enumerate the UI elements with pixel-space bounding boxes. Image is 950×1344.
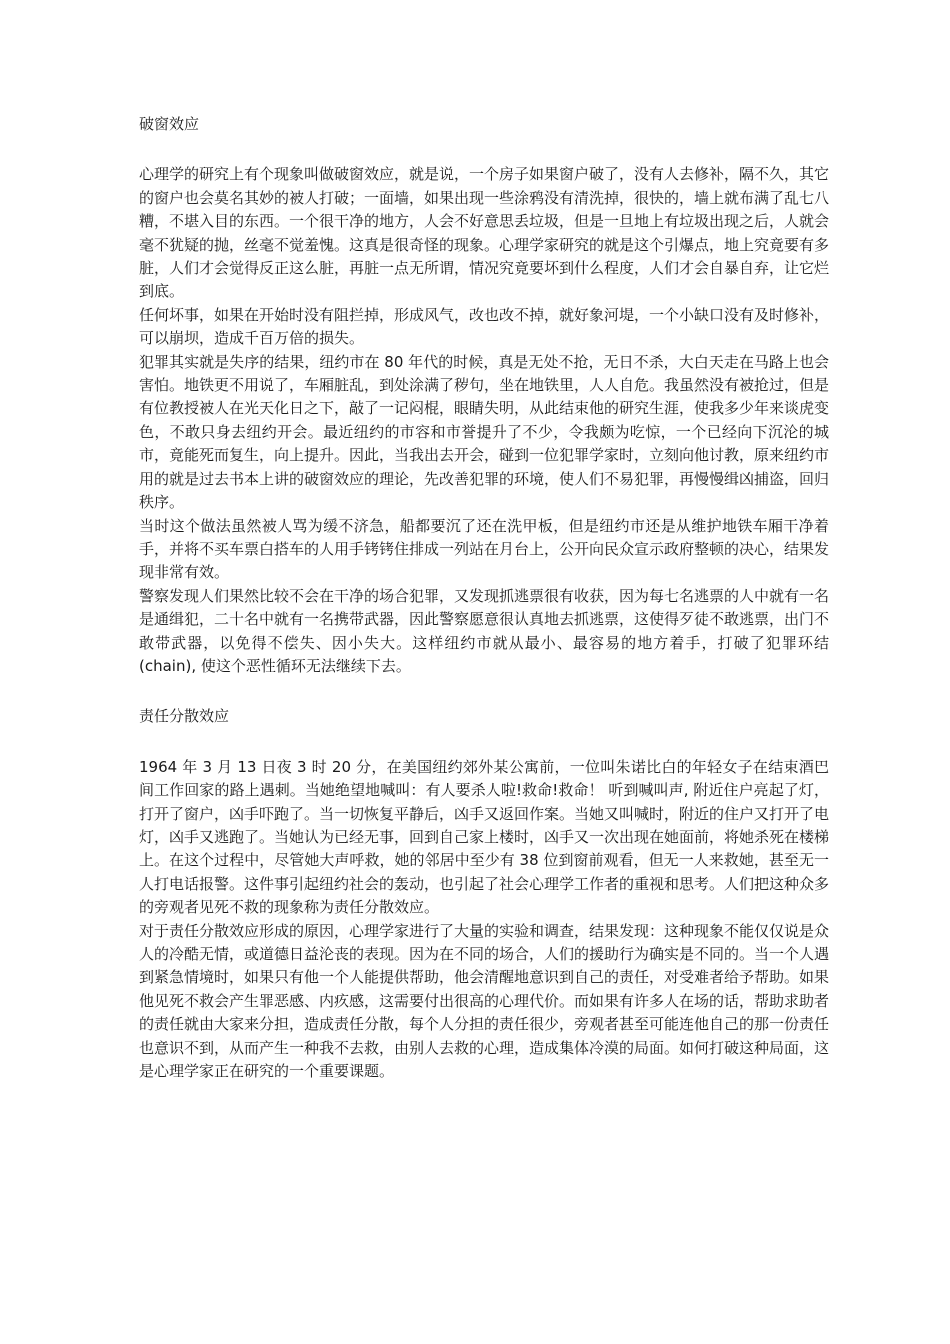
section-title-broken-windows: 破窗效应 <box>139 115 200 133</box>
document-body <box>139 113 829 1083</box>
paragraph: 当时这个做法虽然被人骂为缓不济急，船都要沉了还在洗甲板，但是纽约市还是从维护地铁车厢干净着手，并将不买车票白搭车的人用手铐铐住排成一列站在月台上，公开向民众宣示政府整顿的决心，结果发现非常有效。 <box>139 516 830 582</box>
paragraph: 对于责任分散效应形成的原因，心理学家进行了大量的实验和调查，结果发现：这种现象不能仅仅说是众人的冷酷无情，或道德日益沦丧的表现。因为在不同的场合，人们的援助行为确实是不同的。当一个人遇到紧急情境时，如果只有他一个人能提供帮助，他会清醒地意识到自己的责任，对受难者给予帮助。如果他见死不救会产生罪恶感、内疚感，这需要付出很高的心理代价。而如果有许多人在场的话，帮助求助者的责任就由大家来分担，造成责任分散，每个人分担的责任很少，旁观者甚至可能连他自己的那一份责任也意识不到，从而产生一种我不去救，由别人去救的心理，造成集体冷漠的局面。如何打破这种局面，这是心理学家正在研究的一个重要课题。 <box>139 921 830 1081</box>
paragraph: 犯罪其实就是失序的结果，纽约市在 80 年代的时候，真是无处不抢，无日不杀，大白天走在马路上也会害怕。地铁更不用说了，车厢脏乱，到处涂满了秽句，坐在地铁里，人人自危。我虽然没有被抢过，但是有位教授被人在光天化日之下，敲了一记闷棍，眼睛失明，从此结束他的研究生涯，使我多少年来谈虎变色，不敢只身去纽约开会。最近纽约的市容和市誉提升了不少，令我颇为吃惊，一个已经向下沉沦的城市，竟能死而复生，向上提升。因此，当我出去开会，碰到一位犯罪学家时，立刻向他讨教，原来纽约市用的就是过去书本上讲的破窗效应的理论，先改善犯罪的环境，使人们不易犯罪，再慢慢缉凶捕盗，回归秩序。 <box>139 352 830 512</box>
paragraph: 心理学的研究上有个现象叫做破窗效应，就是说，一个房子如果窗户破了，没有人去修补，隔不久，其它的窗户也会莫名其妙的被人打破；一面墙，如果出现一些涂鸦没有清洗掉，很快的，墙上就布满了乱七八糟，不堪入目的东西。一个很干净的地方，人会不好意思丢垃圾，但是一旦地上有垃圾出现之后，人就会毫不犹疑的抛，丝毫不觉羞愧。这真是很奇怪的现象。心理学家研究的就是这个引爆点，地上究竟要有多脏，人们才会觉得反正这么脏，再脏一点无所谓，情况究竟要坏到什么程度，人们才会自暴自弃，让它烂到底。 <box>139 165 830 301</box>
paragraph: 警察发现人们果然比较不会在干净的场合犯罪，又发现抓逃票很有收获，因为每七名逃票的人中就有一名是通缉犯，二十名中就有一名携带武器，因此警察愿意很认真地去抓逃票，这使得歹徒不敢逃票，出门不敢带武器，以免得不偿失、因小失大。这样纽约市就从最小、最容易的地方着手，打破了犯罪环结(chain), 使这个恶性循环无法继续下去。 <box>139 586 830 675</box>
paragraph: 1964 年 3 月 13 日夜 3 时 20 分，在美国纽约郊外某公寓前，一位叫朱诺比白的年轻女子在结束酒巴间工作回家的路上遇刺。当她绝望地喊叫：有人要杀人啦!救命!救命！ 听到喊叫声, 附近住户亮起了灯，打开了窗户，凶手吓跑了。当一切恢复平静后，凶手又返回作案。当她又叫喊时，附近的住户又打开了电灯，凶手又逃跑了。当她认为已经无事，回到自己家上楼时，凶手又一次出现在她面前，将她杀死在楼梯上。在这个过程中，尽管她大声呼救，她的邻居中至少有 38 位到窗前观看，但无一人来救她，甚至无一人打电话报警。这件事引起纽约社会的轰动，也引起了社会心理学工作者的重视和思考。人们把这种众多的旁观者见死不救的现象称为责任分散效应。 <box>139 757 830 917</box>
section-title-diffusion-of-responsibility: 责任分散效应 <box>139 707 230 726</box>
paragraph: 任何坏事，如果在开始时没有阻拦掉，形成风气，改也改不掉，就好象河堤，一个小缺口没有及时修补，可以崩坝，造成千百万倍的损失。 <box>139 305 830 348</box>
